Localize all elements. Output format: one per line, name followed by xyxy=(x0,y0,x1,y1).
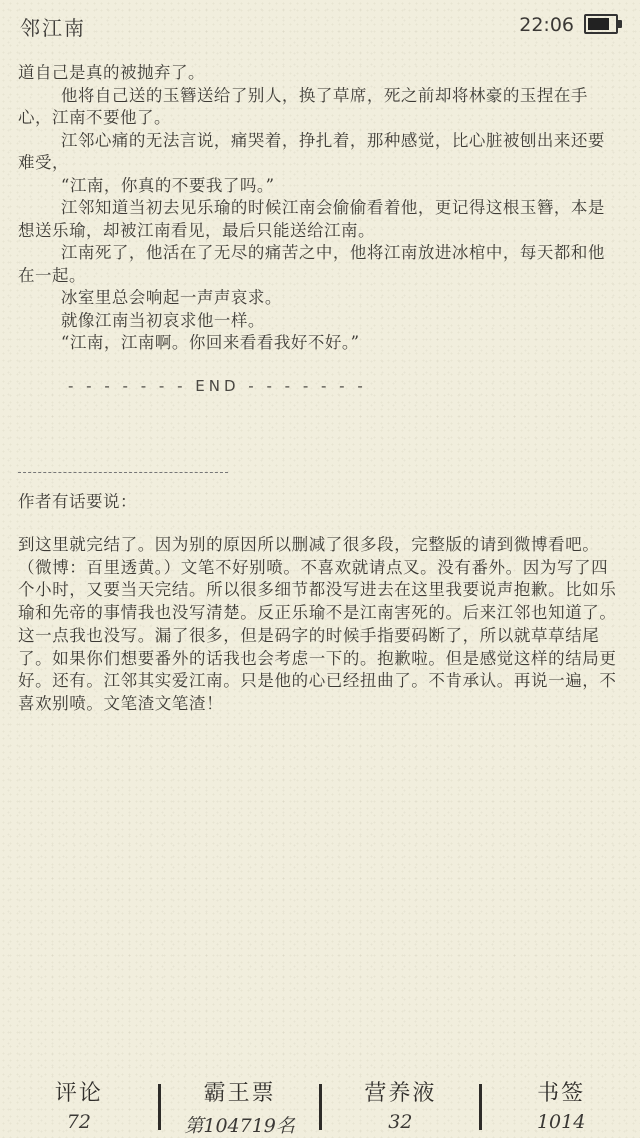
paragraph: 江南死了，他活在了无尽的痛苦之中，他将江南放进冰棺中，每天都和他在一起。 xyxy=(18,243,605,285)
paragraph: 江邻心痛的无法言说，痛哭着，挣扎着，那种感觉，比心脏被刨出来还要难受， xyxy=(18,130,605,172)
battery-icon xyxy=(584,14,618,34)
paragraph: 道自己是真的被抛弃了。 xyxy=(18,63,205,82)
nutrition-count: 32 xyxy=(388,1111,413,1133)
comments-button[interactable] xyxy=(0,1070,158,1138)
clock: 22:06 xyxy=(519,14,574,36)
nutrition-button[interactable] xyxy=(322,1070,480,1138)
nutrition-label: 营养液 xyxy=(364,1081,437,1106)
end-marker: - - - - - - - END - - - - - - - xyxy=(68,376,367,395)
paragraph: 江邻知道当初去见乐瑜的时候江南会偷偷看着他，更记得这根玉簪，本是想送乐瑜，却被江南看见，最后只能送给江南。 xyxy=(18,198,605,240)
bookmarks-label: 书签 xyxy=(537,1081,586,1106)
comments-label: 评论 xyxy=(54,1081,103,1106)
bookmarks-count: 1014 xyxy=(536,1111,586,1133)
tickets-button[interactable] xyxy=(161,1070,319,1138)
author-note-divider xyxy=(18,472,228,473)
bookmarks-button[interactable] xyxy=(482,1070,640,1138)
author-note-text: 到这里就完结了。因为别的原因所以删减了很多段，完整版的请到微博看吧。（微博：百里透黄。）文笔不好别喷。不喜欢就请点叉。没有番外。因为写了四个小时，又要当天完结。所以很多细节都没写进去在这里我要说声抱歉。比如乐瑜和先帝的事情我也没写清楚。反正乐瑜不是江南害死的。后来江邻也知道了。这一点我也没写。漏了很多，但是码字的时候手指要码断了，所以就草草结尾了。如果你们想要番外的话我也会考虑一下的。抱歉啦。但是感觉这样的结局更好。还有。江邻其实爱江南。只是他的心已经扭曲了。不肯承认。再说一遍，不喜欢别喷。文笔渣文笔渣！ xyxy=(18,535,617,713)
tickets-label: 霸王票 xyxy=(203,1081,276,1106)
paragraph: 就像江南当初哀求他一样。 xyxy=(60,310,265,330)
status-bar xyxy=(0,0,640,54)
paragraph: “江南，你真的不要我了吗。” xyxy=(60,175,275,195)
paragraph: “江南，江南啊。你回来看看我好不好。” xyxy=(60,333,360,352)
paragraph: 他将自己送的玉簪送给了别人，换了草席，死之前却将林豪的玉捏在手心，江南不要他了。 xyxy=(18,85,588,127)
tickets-rank: 第104719名 xyxy=(184,1115,295,1137)
bottom-stats-bar xyxy=(0,1070,640,1138)
book-title: 邻江南 xyxy=(20,16,86,40)
chapter-text xyxy=(18,62,618,397)
author-note-label: 作者有话要说： xyxy=(18,492,137,511)
battery-level xyxy=(588,18,609,30)
paragraph: 冰室里总会响起一声声哀求。 xyxy=(60,288,282,307)
comments-count: 72 xyxy=(66,1111,91,1133)
